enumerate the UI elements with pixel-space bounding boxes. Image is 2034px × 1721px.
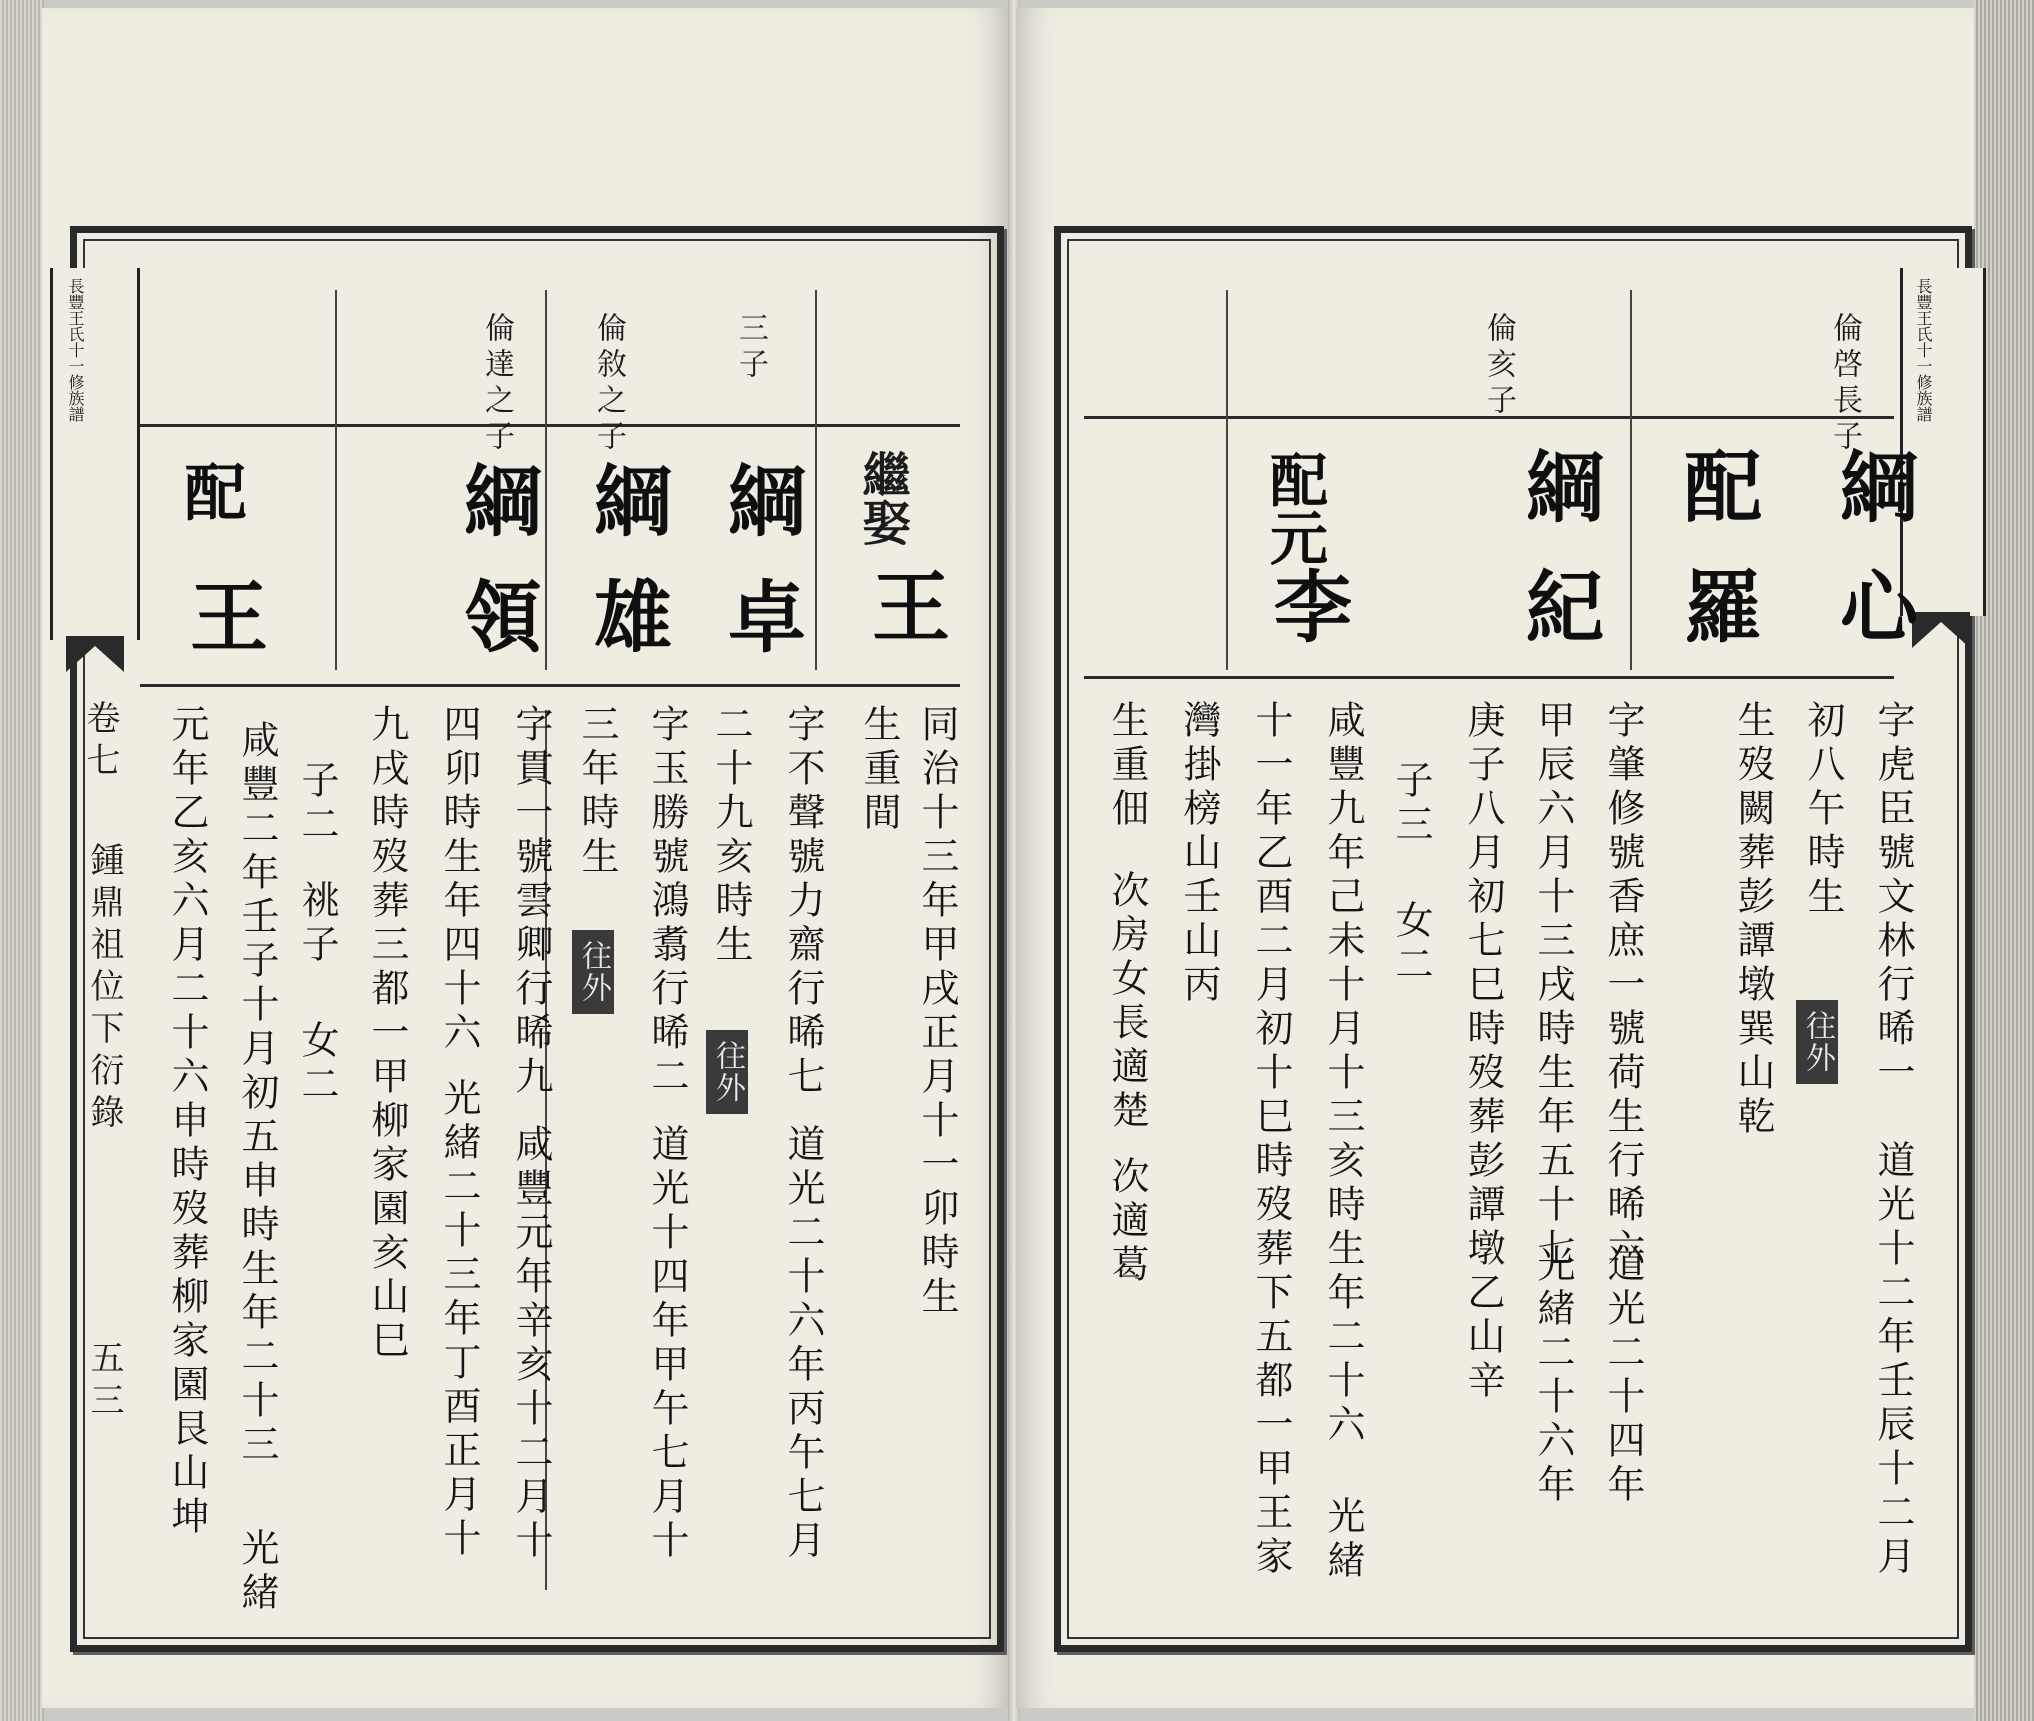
name-3-gen: 綱	[581, 460, 672, 574]
ji-children-1: 子三	[1389, 760, 1433, 848]
name-1-surname: 王	[859, 566, 950, 680]
xin-tail: 道光十二年壬辰十二月	[1871, 1140, 1915, 1580]
ling-extra-2: 光緒二十三年丁酉正月十	[437, 1078, 481, 1562]
ling-line-3: 九戌時歿葬三都一甲柳家園亥山巳	[365, 704, 409, 1364]
name-5-surname: 王	[177, 576, 268, 690]
name-2-given: 卓	[715, 576, 806, 690]
li-line-3: 灣掛榜山壬山丙	[1177, 700, 1221, 1008]
wang-children-3: 女二	[295, 1020, 339, 1108]
li-tail: 光緒	[1321, 1496, 1365, 1584]
name-1-relation: 繼娶	[854, 450, 910, 546]
xiong-tail: 道光十四年甲午七月十	[645, 1124, 689, 1564]
right-name-3-given: 紀	[1513, 566, 1604, 680]
ji-tail-a: 道光二十四年	[1601, 1244, 1645, 1508]
right-name-2-surname: 羅	[1671, 566, 1762, 680]
xin-line-3: 生歿闕葬彭譚墩巽山乾	[1731, 700, 1775, 1140]
li-line-5: 次房女長適楚	[1105, 870, 1149, 1134]
ji-children-2: 女二	[1389, 900, 1433, 988]
right-header-entry-1: 倫啓長子	[1827, 312, 1862, 456]
header-entry-3: 倫達之子	[479, 312, 514, 456]
right-header-entry-2: 倫亥子	[1481, 312, 1516, 420]
section-label: 鍾鼎祖位下衍錄	[84, 842, 124, 1136]
zhuo-line-2: 二十九亥時生	[709, 704, 753, 968]
xin-line-2: 初八午時生	[1801, 700, 1845, 920]
continuation-line-2: 生重間	[857, 704, 901, 836]
end-line-1: 咸豐二年壬子十月初五申時生年二十三	[235, 720, 279, 1468]
zhuo-tail: 道光二十六年丙午七月	[781, 1124, 825, 1564]
right-name-rule	[1084, 676, 1894, 679]
ji-line-2: 甲辰六月十三戌時生年五十七	[1531, 700, 1575, 1272]
right-name-1-gen: 綱	[1827, 446, 1918, 560]
li-line-1: 咸豐九年己未十月十三亥時生年二十六	[1321, 700, 1365, 1448]
wang-wai-badge-3: 往外	[1796, 1000, 1838, 1084]
right-page-edges	[1974, 0, 2034, 1721]
left-running-title: 長豐王氏十一修族譜	[66, 278, 85, 422]
ji-line-1: 字肇修號香庶一號荷生行晞六	[1601, 700, 1645, 1272]
xiong-line-1: 字玉勝號鴻翥行晞二	[645, 704, 689, 1100]
left-page-edges	[0, 0, 44, 1721]
end-line-2: 元年乙亥六月二十六申時歿葬柳家園艮山坤	[165, 704, 209, 1540]
li-line-2: 十一年乙酉二月初十巳時歿葬下五都一甲王家	[1249, 700, 1293, 1580]
wang-children-1: 子二	[295, 760, 339, 848]
header-entry-1: 三子	[733, 312, 768, 384]
end-tail: 光緒	[235, 1528, 279, 1616]
right-name-1-given: 心	[1827, 566, 1918, 680]
header-entry-2: 倫敘之子	[591, 312, 626, 456]
name-3-given: 雄	[581, 576, 672, 690]
ji-tail-b: 光緒二十六年	[1531, 1244, 1575, 1508]
name-2-gen: 綱	[715, 460, 806, 574]
right-name-2-relation: 配	[1671, 446, 1762, 560]
li-line-6: 次適葛	[1105, 1156, 1149, 1288]
ji-line-3: 庚子八月初七巳時歿葬彭譚墩乙山辛	[1461, 700, 1505, 1404]
name-4-given: 領	[451, 576, 542, 690]
right-name-3-gen: 綱	[1513, 446, 1604, 560]
xiong-line-2: 三年時生	[575, 704, 619, 880]
name-5-relation: 配	[174, 460, 247, 558]
zhuo-line-1: 字不聲號力齋行晞七	[781, 704, 825, 1100]
fish-tail-mark	[66, 636, 124, 672]
ling-line-1: 字貫一號雲卿行晞九	[509, 704, 553, 1100]
li-line-4: 生重佃	[1105, 700, 1149, 832]
continuation-line-1: 同治十三年甲戌正月十一卯時生	[915, 704, 959, 1320]
right-name-4-surname: 李	[1261, 566, 1352, 680]
volume-label: 卷七	[80, 700, 120, 784]
wang-wai-badge-2: 往外	[572, 930, 614, 1014]
page-number: 五三	[84, 1340, 124, 1424]
wang-wai-badge-1: 往外	[706, 1030, 748, 1114]
right-running-title: 長豐王氏十一修族譜	[1914, 278, 1933, 422]
xin-line-1: 字虎臣號文林行晞一	[1871, 700, 1915, 1096]
name-4-gen: 綱	[451, 460, 542, 574]
wang-children-2: 祧子	[295, 880, 339, 968]
ling-line-2: 四卯時生年四十六	[437, 704, 481, 1056]
left-header-rule	[140, 424, 960, 427]
ling-extra: 咸豐元年辛亥十二月十	[509, 1124, 553, 1564]
right-name-4-relation: 配元	[1260, 450, 1328, 566]
